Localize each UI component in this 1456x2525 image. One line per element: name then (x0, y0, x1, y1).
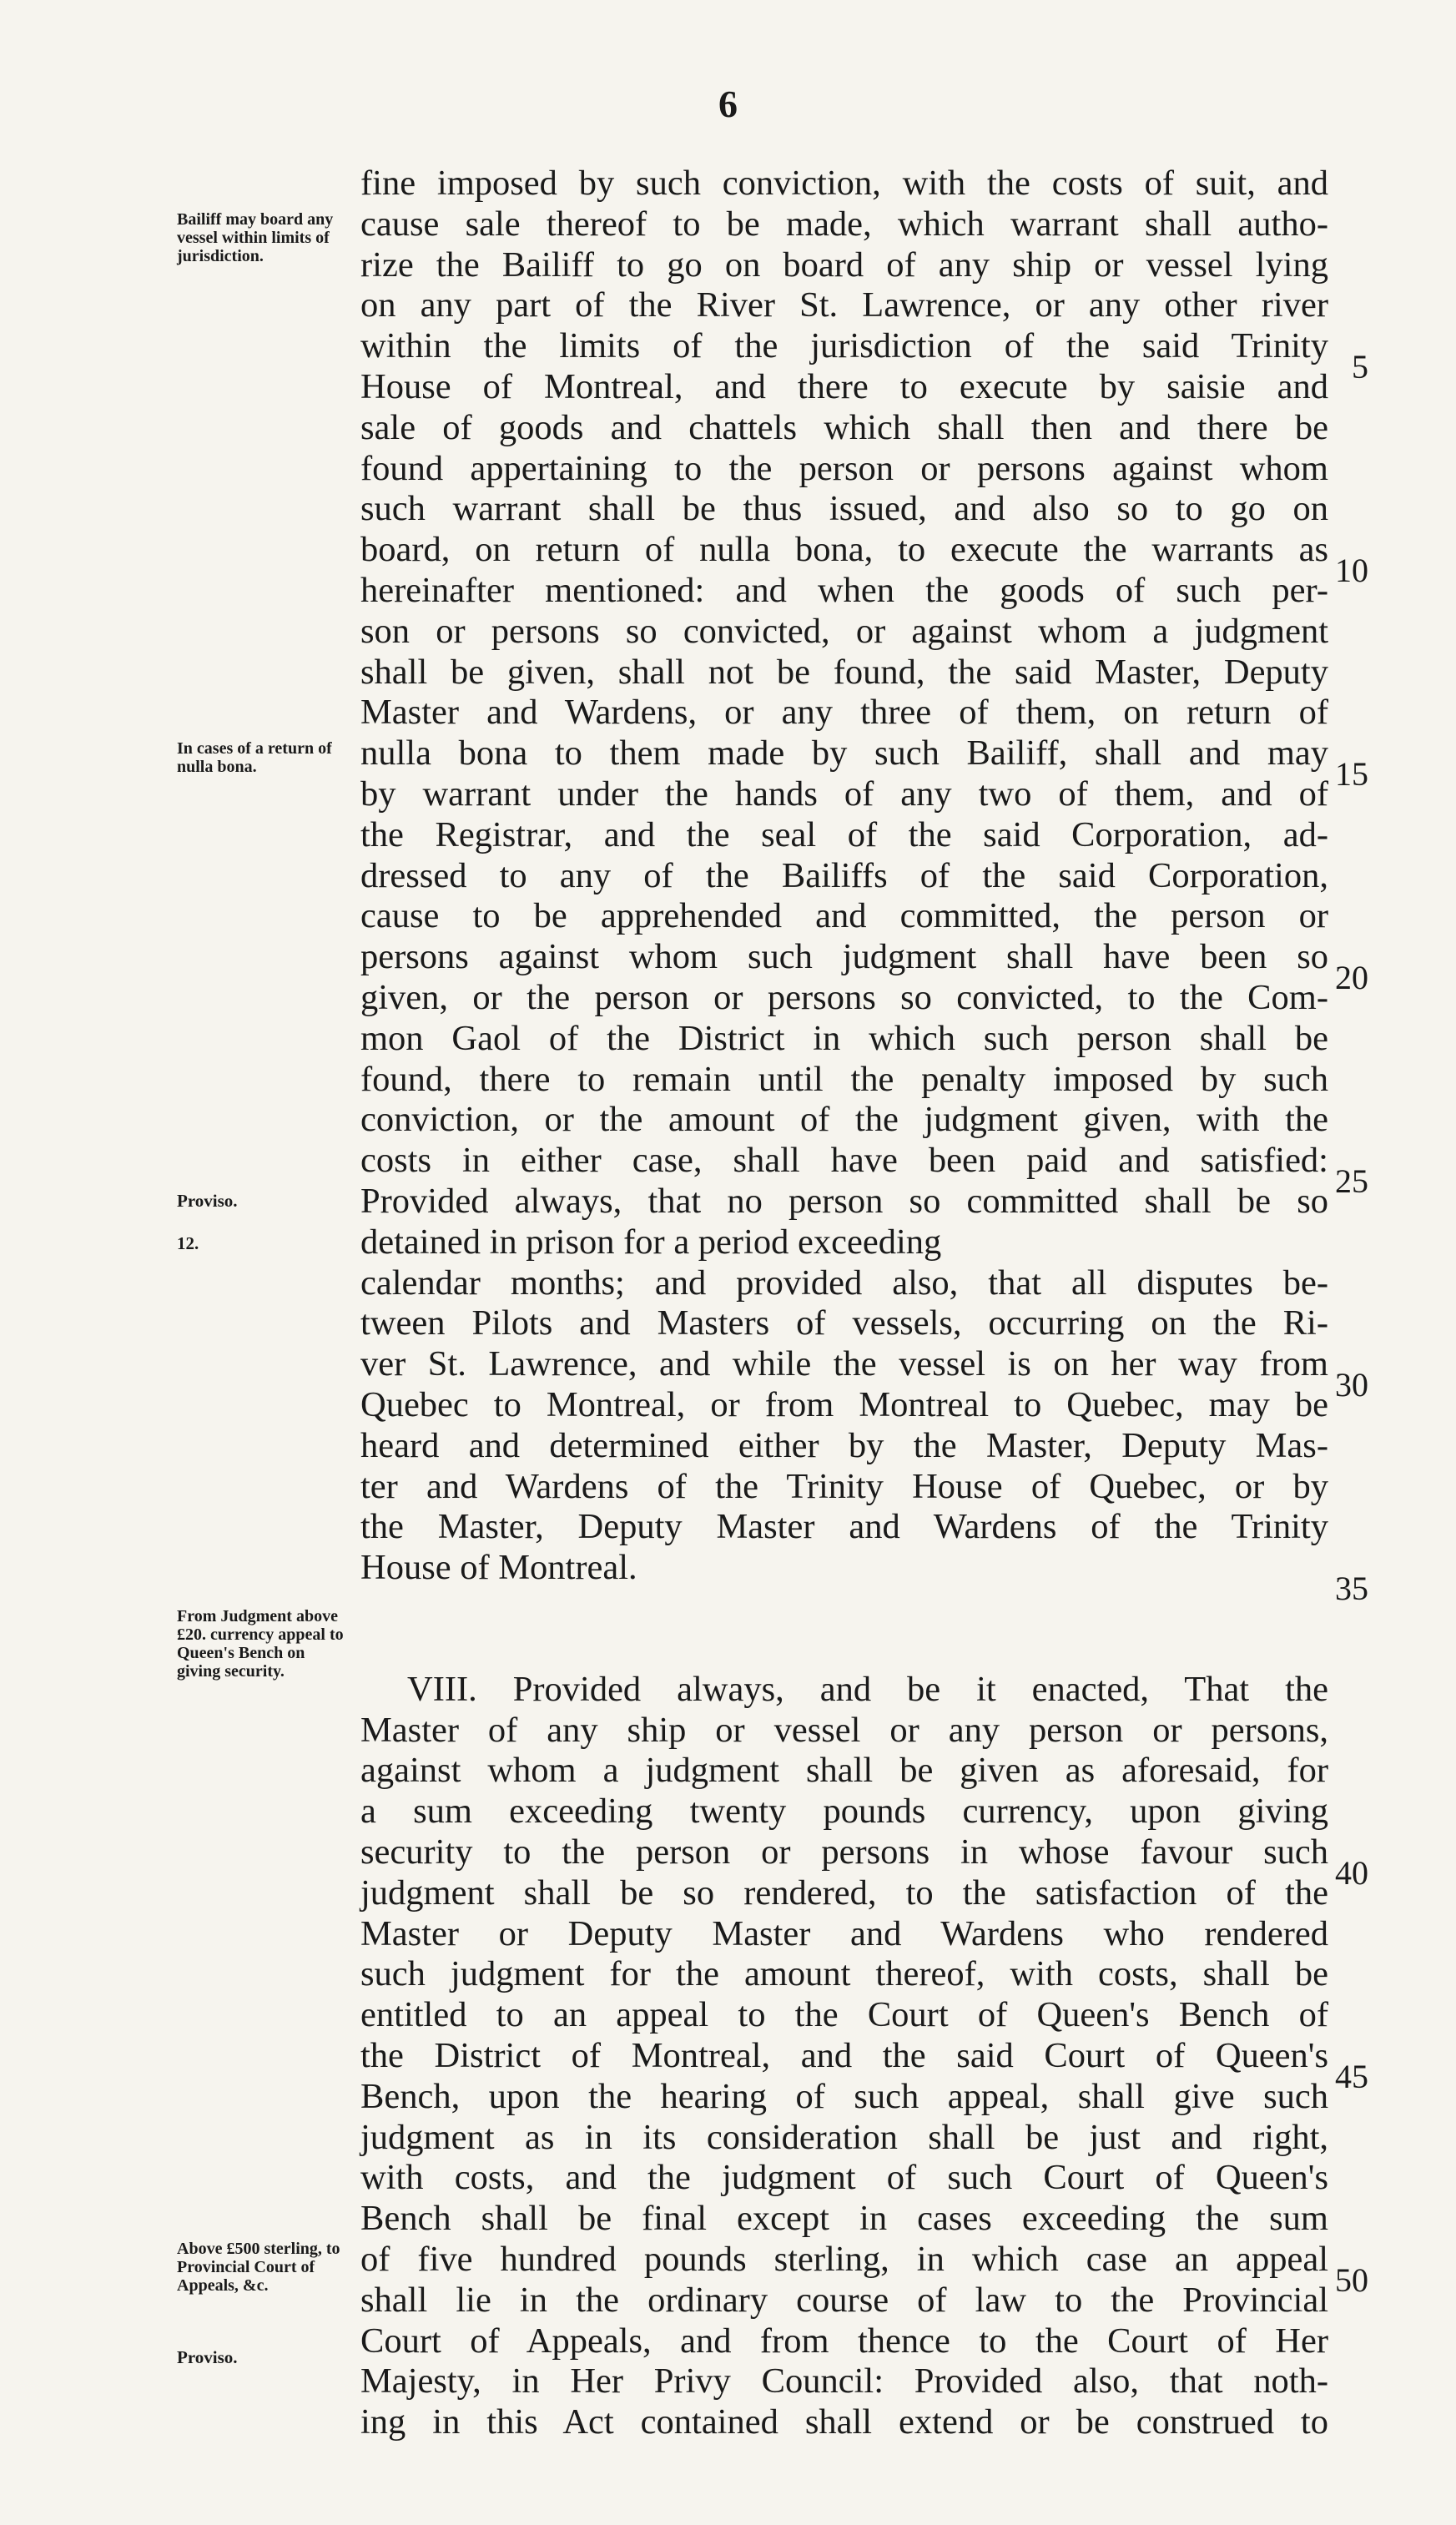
text-line: cause to be apprehended and committed, the person or (360, 896, 1328, 936)
line-number: 5 (1352, 348, 1368, 386)
side-note-bailiff: Bailiff may board any vessel within limits of jurisdiction. (177, 210, 334, 265)
text-line: hereinafter mentioned: and when the goods of such per- (360, 570, 1328, 610)
text-line: heard and determined either by the Master, Deputy Mas- (360, 1425, 1328, 1465)
text-line: the Registrar, and the seal of the said Corporation, ad- (360, 814, 1328, 854)
line-number: 30 (1335, 1366, 1368, 1404)
side-note-nulla-bona: In cases of a return of nulla bona. (177, 739, 332, 776)
text-line: cause sale thereof to be made, which warrant shall autho- (360, 204, 1328, 244)
text-line: rize the Bailiff to go on board of any ship or vessel lying (360, 244, 1328, 285)
text-line: security to the person or persons in whose favour such (360, 1832, 1328, 1872)
text-line: within the limits of the jurisdiction of the said Trinity (360, 326, 1328, 366)
line-number: 40 (1335, 1854, 1368, 1892)
text-line: Master or Deputy Master and Wardens who rendered (360, 1913, 1328, 1953)
text-line: on any part of the River St. Lawrence, or any other river (360, 285, 1328, 325)
paragraph-2 (360, 1670, 1328, 2443)
text-line: ing in this Act contained shall extend or be construed to (360, 2402, 1328, 2442)
text-line: judgment as in its consideration shall be just and right, (360, 2117, 1328, 2157)
text-line: board, on return of nulla bona, to execute the warrants as (360, 530, 1328, 570)
text-line: such judgment for the amount thereof, with costs, shall be (360, 1954, 1328, 1994)
text-line: such warrant shall be thus issued, and also so to go on (360, 489, 1328, 529)
text-line: son or persons so convicted, or against whom a judgment (360, 611, 1328, 651)
line-number: 20 (1335, 959, 1368, 996)
text-line: Bench shall be final except in cases exceeding the sum (360, 2199, 1328, 2239)
line-number: 50 (1335, 2261, 1368, 2299)
text-line: found appertaining to the person or persons against whom (360, 448, 1328, 488)
text-line: against whom a judgment shall be given as aforesaid, for (360, 1751, 1328, 1791)
paragraph-1 (360, 164, 1328, 1589)
text-line: shall lie in the ordinary course of law to the Provincial (360, 2280, 1328, 2320)
text-line: Bench, upon the hearing of such appeal, shall give such (360, 2076, 1328, 2116)
text-line: shall be given, shall not be found, the said Master, Deputy (360, 652, 1328, 692)
text-line: of five hundred pounds sterling, in which case an appeal (360, 2240, 1328, 2280)
side-note-appeal: From Judgment above £20. currency appeal to Queen's Bench on giving security. (177, 1607, 344, 1681)
text-line: found, there to remain until the penalty imposed by such (360, 1059, 1328, 1099)
text-line: tween Pilots and Masters of vessels, occurring on the Ri- (360, 1303, 1328, 1343)
text-line: Majesty, in Her Privy Council: Provided also, that noth- (360, 2361, 1328, 2402)
text-line: calendar months; and provided also, that all disputes be- (360, 1262, 1328, 1303)
text-line: Provided always, that no person so committed shall be so (360, 1181, 1328, 1221)
text-line: the District of Montreal, and the said Court of Queen's (360, 2036, 1328, 2076)
text-line: conviction, or the amount of the judgment given, with the (360, 1100, 1328, 1140)
text-line: persons against whom such judgment shall have been so (360, 937, 1328, 977)
text-line: Court of Appeals, and from thence to the Court of Her (360, 2321, 1328, 2361)
page-number: 6 (718, 83, 738, 125)
text-line: Master and Wardens, or any three of them, on return of (360, 693, 1328, 733)
line-number: 35 (1335, 1570, 1368, 1607)
body-text (360, 164, 1328, 2443)
text-line: the Master, Deputy Master and Wardens of the Trinity (360, 1507, 1328, 1547)
text-line: fine imposed by such conviction, with the costs of suit, and (360, 164, 1328, 203)
line-number: 15 (1335, 755, 1368, 793)
side-note-proviso: Proviso. (177, 1191, 238, 1211)
text-line: mon Gaol of the District in which such person shall be (360, 1018, 1328, 1058)
text-line: costs in either case, shall have been paid and satisfied: (360, 1141, 1328, 1181)
text-line: House of Montreal. (360, 1548, 637, 1588)
text-line: nulla bona to them made by such Bailiff, shall and may (360, 733, 1328, 774)
line-number: 25 (1335, 1162, 1368, 1200)
side-note-above-500: Above £500 sterling, to Provincial Court of Appeals, &c. (177, 2240, 340, 2295)
text-line: with costs, and the judgment of such Court of Queen's (360, 2158, 1328, 2198)
side-note-proviso-2: Proviso. (177, 2347, 238, 2367)
side-note-months: 12. (177, 1233, 199, 1253)
text-line: House of Montreal, and there to execute by saisie and (360, 366, 1328, 406)
text-line: detained in prison for a period exceeding (360, 1222, 942, 1262)
text-line: Master of any ship or vessel or any person or persons, (360, 1710, 1328, 1750)
text-line: given, or the person or persons so convicted, to the Com- (360, 977, 1328, 1017)
line-number: 10 (1335, 552, 1368, 589)
text-line: sale of goods and chattels which shall then and there be (360, 407, 1328, 447)
text-line: by warrant under the hands of any two of them, and of (360, 774, 1328, 814)
text-line: ver St. Lawrence, and while the vessel is on her way from (360, 1344, 1328, 1384)
line-number: 45 (1335, 2058, 1368, 2095)
text-line: entitled to an appeal to the Court of Queen's Bench of (360, 1995, 1328, 2035)
text-line: dressed to any of the Bailiffs of the said Corporation, (360, 855, 1328, 895)
text-line: Quebec to Montreal, or from Montreal to Quebec, may be (360, 1384, 1328, 1424)
text-line: judgment shall be so rendered, to the satisfaction of the (360, 1872, 1328, 1913)
text-line: a sum exceeding twenty pounds currency, upon giving (360, 1792, 1328, 1832)
text-line: ter and Wardens of the Trinity House of Quebec, or by (360, 1466, 1328, 1506)
section-heading-line: VIII. Provided always, and be it enacted, That the (407, 1669, 1328, 1709)
